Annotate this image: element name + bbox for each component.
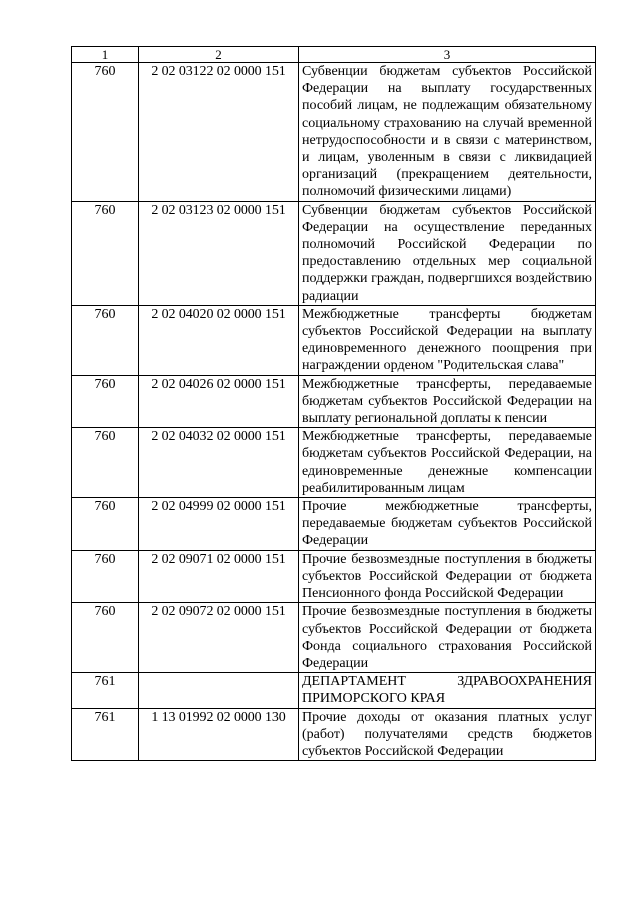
description-cell: Межбюджетные трансферты бюджетам субъектов Российской Федерации на выплату единовременного денежного поощрения при награждении орденом "Родительская слава" <box>299 305 596 375</box>
kbk-cell: 2 02 03123 02 0000 151 <box>139 201 299 305</box>
table-row <box>72 708 596 761</box>
admin-code-cell: 761 <box>72 708 139 761</box>
admin-code-cell: 761 <box>72 673 139 708</box>
description-cell: Прочие безвозмездные поступления в бюджеты субъектов Российской Федерации от бюджета Фонда социального страхования Российской Федерации <box>299 603 596 673</box>
column-header: 3 <box>299 47 596 63</box>
table-row <box>72 428 596 498</box>
table-header-row <box>72 47 596 63</box>
admin-code-cell: 760 <box>72 375 139 428</box>
admin-code-cell: 760 <box>72 498 139 551</box>
revenue-codes-table <box>71 46 596 761</box>
description-cell: Межбюджетные трансферты, передаваемые бюджетам субъектов Российской Федерации, на единовременные денежные компенсации реабилитированным лицам <box>299 428 596 498</box>
kbk-cell: 2 02 04999 02 0000 151 <box>139 498 299 551</box>
table-row <box>72 201 596 305</box>
admin-code-cell: 760 <box>72 550 139 603</box>
description-cell: Прочие доходы от оказания платных услуг (работ) получателями средств бюджетов субъектов Российской Федерации <box>299 708 596 761</box>
admin-code-cell: 760 <box>72 201 139 305</box>
column-header: 1 <box>72 47 139 63</box>
description-cell: Субвенции бюджетам субъектов Российской Федерации на выплату государственных пособий лицам, не подлежащим обязательному социальному страхованию на случай временной нетрудоспособности и в связи с материнством, и лицам, уволенным в связи с ликвидацией организаций (прекращением деятельности, полномочий физическими лицами) <box>299 63 596 202</box>
admin-code-cell: 760 <box>72 428 139 498</box>
kbk-cell <box>139 673 299 708</box>
table-row <box>72 305 596 375</box>
table-row <box>72 603 596 673</box>
column-header: 2 <box>139 47 299 63</box>
department-row <box>72 673 596 708</box>
kbk-cell: 2 02 03122 02 0000 151 <box>139 63 299 202</box>
kbk-cell: 2 02 09072 02 0000 151 <box>139 603 299 673</box>
description-cell: Межбюджетные трансферты, передаваемые бюджетам субъектов Российской Федерации на выплату региональной доплаты к пенсии <box>299 375 596 428</box>
table-row <box>72 498 596 551</box>
description-cell: Субвенции бюджетам субъектов Российской Федерации на осуществление переданных полномочий Российской Федерации по предоставлению отдельных мер социальной поддержки граждан, подвергшихся воздействию радиации <box>299 201 596 305</box>
kbk-cell: 2 02 04026 02 0000 151 <box>139 375 299 428</box>
description-cell: Прочие безвозмездные поступления в бюджеты субъектов Российской Федерации от бюджета Пенсионного фонда Российской Федерации <box>299 550 596 603</box>
description-cell: Прочие межбюджетные трансферты, передаваемые бюджетам субъектов Российской Федерации <box>299 498 596 551</box>
admin-code-cell: 760 <box>72 305 139 375</box>
table-row <box>72 63 596 202</box>
admin-code-cell: 760 <box>72 603 139 673</box>
table-row <box>72 375 596 428</box>
kbk-cell: 2 02 04032 02 0000 151 <box>139 428 299 498</box>
kbk-cell: 2 02 09071 02 0000 151 <box>139 550 299 603</box>
table-row <box>72 550 596 603</box>
admin-code-cell: 760 <box>72 63 139 202</box>
kbk-cell: 1 13 01992 02 0000 130 <box>139 708 299 761</box>
kbk-cell: 2 02 04020 02 0000 151 <box>139 305 299 375</box>
department-title-cell: ДЕПАРТАМЕНТ ЗДРАВООХРАНЕНИЯ ПРИМОРСКОГО КРАЯ <box>299 673 596 708</box>
